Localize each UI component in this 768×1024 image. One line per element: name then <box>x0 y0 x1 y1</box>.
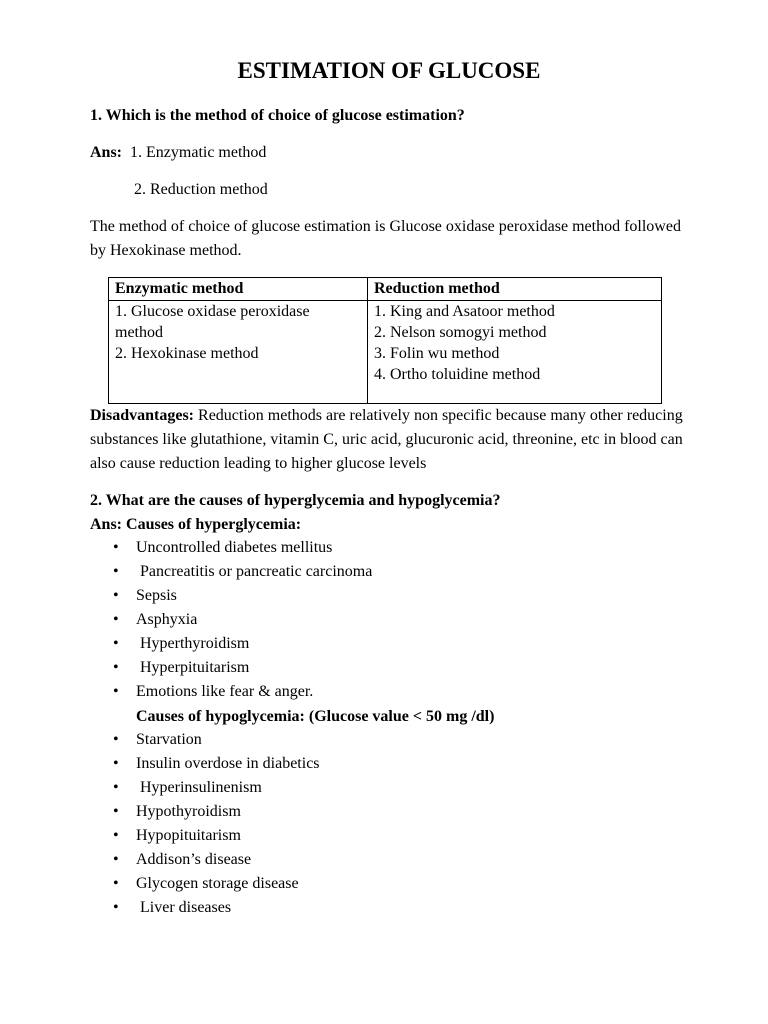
bullet-icon: • <box>113 539 119 556</box>
bullet-icon: • <box>113 659 119 676</box>
ans-label: Ans: <box>90 144 123 161</box>
question-2: 2. What are the causes of hyperglycemia and hypoglycemia? <box>90 492 501 509</box>
bullet-icon: • <box>113 899 119 916</box>
list-item: Hyperthyroidism <box>136 635 250 652</box>
list-item: Pancreatitis or pancreatic carcinoma <box>136 563 373 580</box>
bullet-icon: • <box>113 563 119 580</box>
bullet-icon: • <box>113 755 119 772</box>
bullet-icon: • <box>113 635 119 652</box>
answer-item-1: 1. Enzymatic method <box>130 144 267 161</box>
disadvantages-label: Disadvantages: <box>90 407 195 424</box>
methods-table <box>108 277 662 404</box>
list-item: 1. Glucose oxidase peroxidase method <box>115 303 310 341</box>
disadvantages-text: Reduction methods are relatively non specific because many other reducing substances like glutathione, vitamin C, uric acid, glucuronic acid, threonine, etc in blood can also cause reduction leading to higher glucose levels <box>90 407 683 472</box>
list-item: Sepsis <box>136 587 177 604</box>
table-header-row <box>109 278 662 301</box>
list-item: Starvation <box>136 731 202 748</box>
method-of-choice-text: The method of choice of glucose estimation is Glucose oxidase peroxidase method followed by Hexokinase method. <box>90 218 681 259</box>
bullet-icon: • <box>113 683 119 700</box>
list-item: 1. King and Asatoor method <box>374 303 555 320</box>
table-header-enzymatic: Enzymatic method <box>109 278 368 301</box>
list-item: Emotions like fear & anger. <box>136 683 314 700</box>
list-item: Hypothyroidism <box>136 803 241 820</box>
bullet-icon: • <box>113 779 119 796</box>
bullet-icon: • <box>113 803 119 820</box>
bullet-icon: • <box>113 851 119 868</box>
answer-item-2: 2. Reduction method <box>134 181 268 198</box>
table-cell-reduction <box>368 301 662 404</box>
list-item: 4. Ortho toluidine method <box>374 366 541 383</box>
list-item: Uncontrolled diabetes mellitus <box>136 539 333 556</box>
question-1: 1. Which is the method of choice of glucose estimation? <box>90 107 465 124</box>
answer-1 <box>90 141 266 165</box>
hypoglycemia-heading: Causes of hypoglycemia: (Glucose value < 50 mg /dl) <box>136 708 495 725</box>
list-item: Insulin overdose in diabetics <box>136 755 320 772</box>
list-item: Hyperinsulinenism <box>136 779 262 796</box>
list-item: Hyperpituitarism <box>136 659 250 676</box>
hyperglycemia-heading: Ans: Causes of hyperglycemia: <box>90 516 302 533</box>
list-item: 3. Folin wu method <box>374 345 500 362</box>
list-item: 2. Nelson somogyi method <box>374 324 547 341</box>
bullet-icon: • <box>113 587 119 604</box>
bullet-icon: • <box>113 611 119 628</box>
list-item: Asphyxia <box>136 611 198 628</box>
list-item: Liver diseases <box>136 899 232 916</box>
table-header-reduction: Reduction method <box>368 278 662 301</box>
page-title: ESTIMATION OF GLUCOSE <box>237 58 541 83</box>
list-item: Glycogen storage disease <box>136 875 299 892</box>
table-cell-enzymatic <box>109 301 368 404</box>
disadvantages-paragraph <box>90 404 690 476</box>
bullet-icon: • <box>113 827 119 844</box>
bullet-icon: • <box>113 875 119 892</box>
list-item: Addison’s disease <box>136 851 252 868</box>
bullet-icon: • <box>113 731 119 748</box>
list-item: 2. Hexokinase method <box>115 345 259 362</box>
list-item: Hypopituitarism <box>136 827 241 844</box>
table-row <box>109 301 662 404</box>
